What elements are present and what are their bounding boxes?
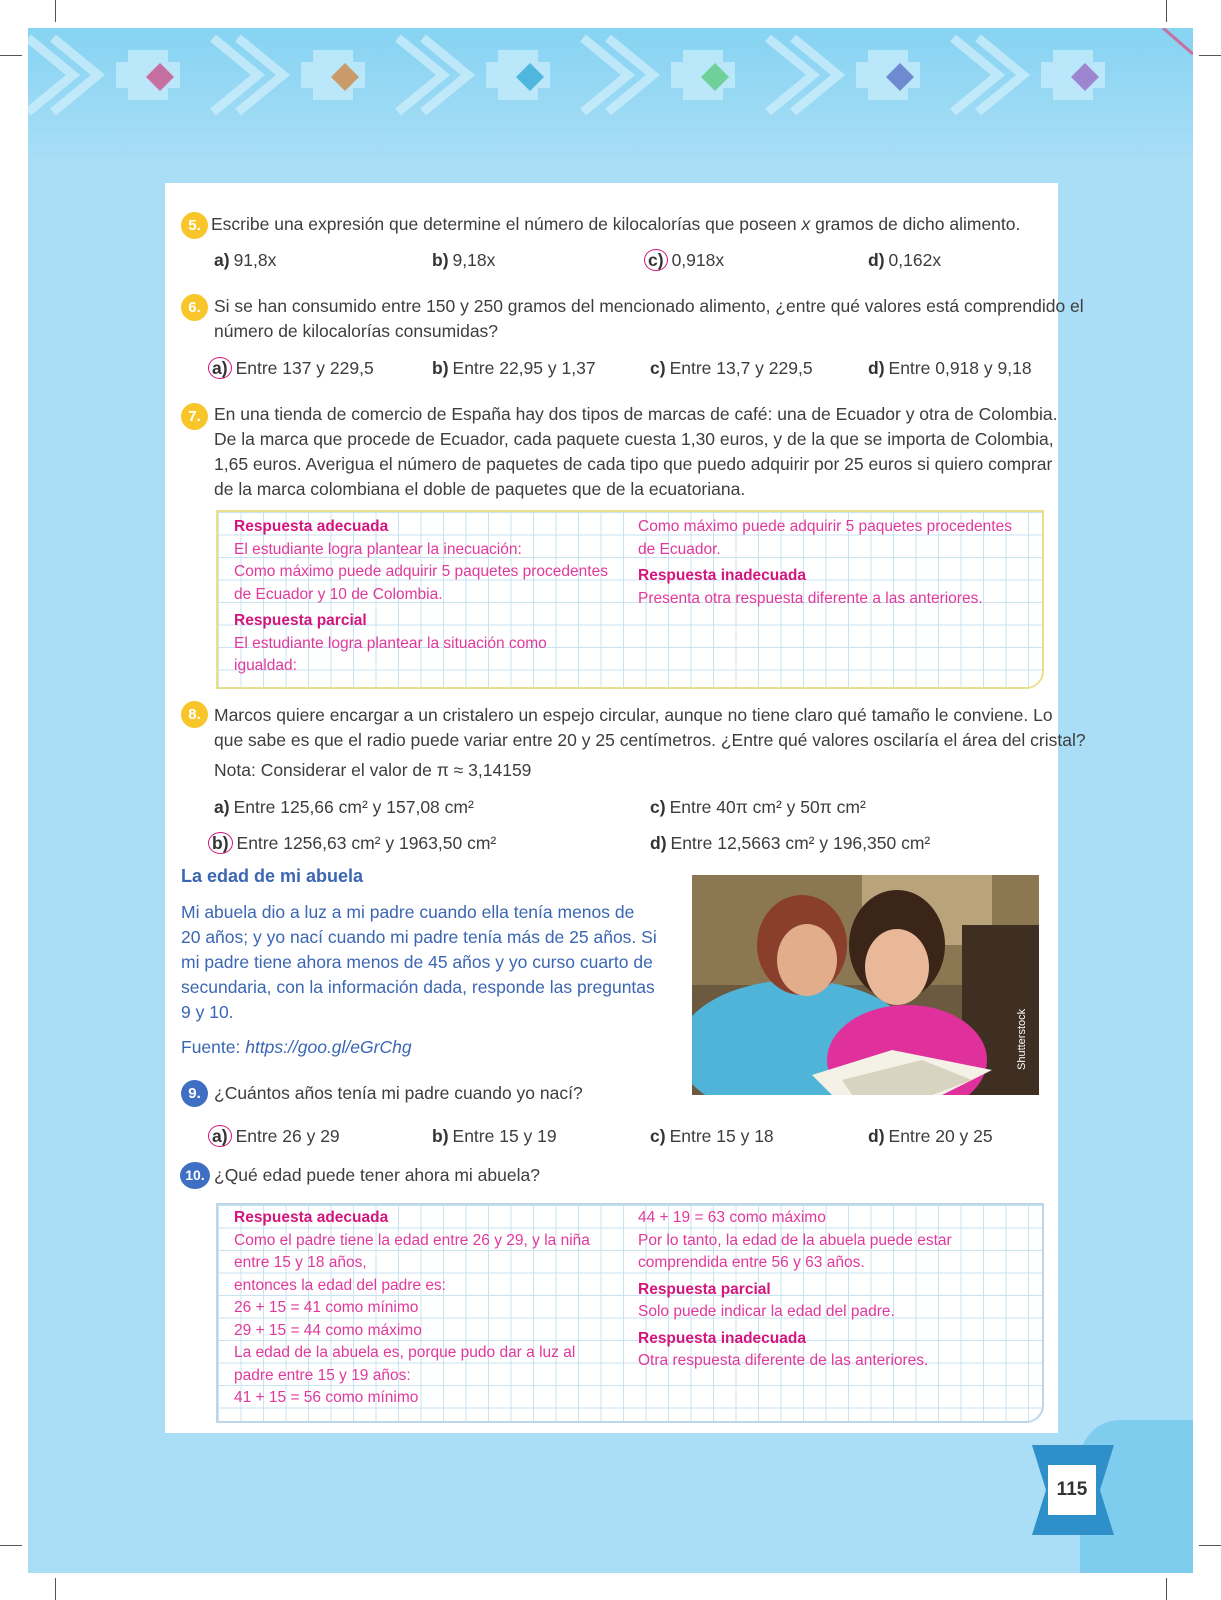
answer-q7-right bbox=[638, 516, 1012, 610]
crop-mark bbox=[1199, 1545, 1221, 1546]
answer-line: El estudiante logra plantear la situación como bbox=[234, 634, 547, 652]
answer-line: igualdad: bbox=[234, 657, 297, 674]
reading-passage bbox=[181, 900, 657, 1060]
answer-q10-right bbox=[638, 1207, 952, 1373]
section-title: La edad de mi abuela bbox=[181, 866, 364, 886]
passage-line: secundaria, con la información dada, responde las preguntas bbox=[181, 977, 655, 997]
option-6a[interactable] bbox=[208, 356, 374, 380]
answer-line: de Ecuador. bbox=[638, 540, 721, 558]
crop-mark bbox=[1199, 55, 1221, 56]
option-value: 91,8x bbox=[233, 250, 277, 270]
question-8-text bbox=[214, 703, 1086, 783]
option-value: Entre 22,95 y 1,37 bbox=[452, 358, 596, 378]
question-number-9: 9. bbox=[181, 1080, 208, 1107]
answer-line: de Ecuador y 10 de Colombia. bbox=[234, 585, 443, 603]
answer-line: La edad de la abuela es, porque pudo dar a luz al bbox=[234, 1344, 576, 1361]
answer-heading: Respuesta inadecuada bbox=[638, 567, 806, 584]
answer-heading: Respuesta parcial bbox=[638, 1280, 771, 1298]
decorative-banner bbox=[28, 28, 1193, 163]
question-8-line: Marcos quiere encargar a un cristalero un espejo circular, aunque no tiene claro qué tamaño le conviene. Lo bbox=[214, 705, 1053, 725]
option-letter-circled: a) bbox=[208, 1125, 232, 1147]
question-5-text-start: Escribe una expresión que determine el número de kilocalorías que poseen bbox=[211, 214, 802, 234]
question-8-line: que sabe es que el radio puede variar entre 20 y 25 centímetros. ¿Entre qué valores oscilaría el área del cristal? bbox=[214, 730, 1086, 750]
question-number-8: 8. bbox=[181, 701, 208, 728]
option-9b[interactable] bbox=[432, 1124, 557, 1148]
option-value: Entre 13,7 y 229,5 bbox=[669, 358, 813, 378]
option-6c[interactable] bbox=[650, 356, 813, 380]
answer-line: Como máximo puede adquirir 5 paquetes procedentes bbox=[234, 563, 608, 580]
option-value: Entre 40π cm² y 50π cm² bbox=[669, 797, 866, 817]
question-8-note: Nota: Considerar el valor de π ≈ 3,14159 bbox=[214, 760, 532, 780]
passage-line: Mi abuela dio a luz a mi padre cuando ella tenía menos de bbox=[181, 902, 635, 922]
crop-mark bbox=[0, 1545, 22, 1546]
option-9c[interactable] bbox=[650, 1124, 774, 1148]
option-value: Entre 20 y 25 bbox=[888, 1126, 993, 1146]
option-letter: c) bbox=[650, 797, 666, 817]
answer-heading: Respuesta parcial bbox=[234, 612, 367, 629]
option-8a[interactable] bbox=[214, 795, 474, 819]
option-letter: d) bbox=[868, 250, 885, 270]
option-value: Entre 125,66 cm² y 157,08 cm² bbox=[233, 797, 474, 817]
option-5b[interactable] bbox=[432, 248, 495, 272]
option-8d[interactable] bbox=[650, 831, 930, 855]
option-letter: c) bbox=[650, 358, 666, 378]
source-link[interactable]: https://goo.gl/eGrChg bbox=[245, 1037, 412, 1057]
crop-mark bbox=[0, 55, 22, 56]
option-8c[interactable] bbox=[650, 795, 866, 819]
answer-line: entonces la edad del padre es: bbox=[234, 1276, 446, 1294]
option-letter: a) bbox=[214, 797, 230, 817]
grandmother-reading-photo bbox=[692, 875, 1039, 1095]
answer-heading: Respuesta adecuada bbox=[234, 1209, 389, 1226]
answer-line: 29 + 15 = 44 como máximo bbox=[234, 1321, 422, 1339]
question-9-text: ¿Cuántos años tenía mi padre cuando yo nací? bbox=[214, 1083, 583, 1103]
question-6-line: número de kilocalorías consumidas? bbox=[214, 321, 499, 341]
question-number-10: 10. bbox=[180, 1162, 210, 1189]
passage-line: 20 años; y yo nací cuando mi padre tenía más de 25 años. Si bbox=[181, 927, 657, 947]
answer-line: Como el padre tiene la edad entre 26 y 29, y la niña bbox=[234, 1231, 590, 1249]
page-number: 115 bbox=[1048, 1465, 1096, 1515]
option-value: Entre 15 y 19 bbox=[452, 1126, 557, 1146]
option-value: Entre 0,918 y 9,18 bbox=[888, 358, 1032, 378]
option-5a[interactable] bbox=[214, 248, 276, 272]
option-5d[interactable] bbox=[868, 248, 941, 272]
answer-line: comprendida entre 56 y 63 años. bbox=[638, 1254, 865, 1271]
answer-heading: Respuesta adecuada bbox=[234, 518, 389, 535]
option-letter: d) bbox=[868, 358, 885, 378]
answer-line: Otra respuesta diferente de las anteriores. bbox=[638, 1352, 929, 1369]
option-letter: b) bbox=[432, 358, 449, 378]
passage-line: 9 y 10. bbox=[181, 1002, 234, 1022]
option-9a[interactable] bbox=[208, 1124, 340, 1148]
option-value: Entre 137 y 229,5 bbox=[235, 358, 374, 378]
option-value: Entre 12,5663 cm² y 196,350 cm² bbox=[670, 833, 931, 853]
question-7-text bbox=[214, 402, 1057, 502]
option-value: 0,162x bbox=[888, 250, 942, 270]
question-7-line: De la marca que procede de Ecuador, cada paquete cuesta 1,30 euros, y de la que se importa de Colombia, bbox=[214, 429, 1054, 449]
option-letter: b) bbox=[432, 1126, 449, 1146]
question-7-line: En una tienda de comercio de España hay dos tipos de marcas de café: una de Ecuador y otra de Colombia. bbox=[214, 404, 1058, 424]
option-value: Entre 1256,63 cm² y 1963,50 cm² bbox=[236, 833, 497, 853]
answer-line: El estudiante logra plantear la inecuación: bbox=[234, 540, 522, 558]
answer-line: Por lo tanto, la edad de la abuela puede estar bbox=[638, 1231, 952, 1249]
option-letter: d) bbox=[868, 1126, 885, 1146]
option-value: Entre 26 y 29 bbox=[235, 1126, 340, 1146]
option-letter: a) bbox=[214, 250, 230, 270]
photo-credit: Shutterstock bbox=[1016, 1008, 1028, 1070]
question-6-line: Si se han consumido entre 150 y 250 gramos del mencionado alimento, ¿entre qué valores está comprendido el bbox=[214, 296, 1084, 316]
answer-line: padre entre 15 y 19 años: bbox=[234, 1366, 411, 1384]
source-label: Fuente: bbox=[181, 1037, 246, 1057]
option-6d[interactable] bbox=[868, 356, 1032, 380]
answer-heading: Respuesta inadecuada bbox=[638, 1329, 806, 1347]
option-8b[interactable] bbox=[208, 831, 496, 855]
question-number-7: 7. bbox=[181, 403, 208, 430]
question-number-5: 5. bbox=[181, 212, 208, 239]
option-5c[interactable] bbox=[644, 248, 724, 272]
answer-line: entre 15 y 18 años, bbox=[234, 1254, 367, 1271]
option-letter-circled: a) bbox=[208, 357, 232, 379]
question-6-text bbox=[214, 294, 1084, 344]
option-letter: d) bbox=[650, 833, 667, 853]
crop-mark bbox=[1166, 0, 1167, 22]
option-6b[interactable] bbox=[432, 356, 596, 380]
option-letter: c) bbox=[650, 1126, 666, 1146]
option-letter-circled: c) bbox=[644, 249, 668, 271]
option-9d[interactable] bbox=[868, 1124, 993, 1148]
answer-q7-left bbox=[234, 516, 608, 678]
question-10-text: ¿Qué edad puede tener ahora mi abuela? bbox=[214, 1165, 540, 1185]
question-7-line: de la marca colombiana el doble de paquetes que de la ecuatoriana. bbox=[214, 479, 746, 499]
question-7-line: 1,65 euros. Averigua el número de paquetes de cada tipo que puedo adquirir por 25 euros si quiero comprar bbox=[214, 454, 1053, 474]
answer-q10-left bbox=[234, 1207, 590, 1410]
passage-line: mi padre tiene ahora menos de 45 años y yo curso cuarto de bbox=[181, 952, 653, 972]
crop-mark bbox=[55, 0, 56, 22]
option-value: Entre 15 y 18 bbox=[669, 1126, 774, 1146]
answer-line: Solo puede indicar la edad del padre. bbox=[638, 1303, 895, 1320]
passage-source bbox=[181, 1035, 657, 1060]
question-5-text-end: gramos de dicho alimento. bbox=[810, 214, 1021, 234]
answer-line: 26 + 15 = 41 como mínimo bbox=[234, 1299, 419, 1316]
option-letter: b) bbox=[432, 250, 449, 270]
crop-mark bbox=[55, 1578, 56, 1600]
answer-line: Como máximo puede adquirir 5 paquetes procedentes bbox=[638, 518, 1012, 535]
option-value: 0,918x bbox=[671, 250, 725, 270]
option-value: 9,18x bbox=[452, 250, 496, 270]
question-5-variable: x bbox=[801, 214, 811, 234]
answer-line: Presenta otra respuesta diferente a las anteriores. bbox=[638, 589, 983, 607]
question-5-text bbox=[211, 212, 1020, 237]
crop-mark bbox=[1166, 1578, 1167, 1600]
answer-line: 41 + 15 = 56 como mínimo bbox=[234, 1389, 419, 1406]
answer-line: 44 + 19 = 63 como máximo bbox=[638, 1209, 826, 1226]
option-letter-circled: b) bbox=[208, 832, 233, 854]
question-number-6: 6. bbox=[181, 294, 208, 321]
